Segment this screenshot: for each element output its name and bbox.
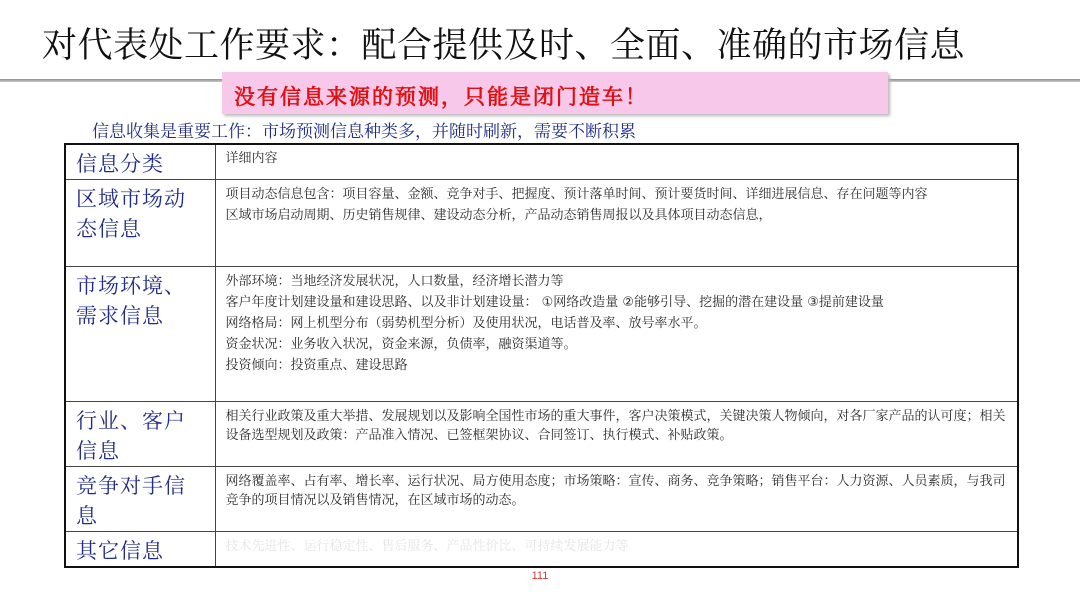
detail-line: 资金状况：业务收入状况，资金来源，负债率，融资渠道等。 xyxy=(225,337,577,352)
row-category: 竞争对手信息 xyxy=(65,467,215,532)
table-header-row xyxy=(65,144,1018,180)
detail-line: 区域市场启动周期、历史销售规律、建设动态分析，产品动态销售周报以及具体项目动态信息， xyxy=(225,208,772,223)
table-row xyxy=(65,402,1018,467)
row-category: 其它信息 xyxy=(65,532,215,568)
banner-box xyxy=(222,72,888,114)
row-category: 市场环境、需求信息 xyxy=(65,267,215,402)
table-row xyxy=(65,467,1018,532)
detail-line: 技术先进性、运行稳定性、售后服务、产品性价比、可持续发展能力等 xyxy=(225,539,629,554)
row-category: 区域市场动态信息 xyxy=(65,180,215,267)
row-detail xyxy=(215,402,1018,467)
table-row xyxy=(65,532,1018,568)
detail-line: 网络覆盖率、占有率、增长率、运行状况、局方使用态度；市场策略：宣传、商务、竞争策略；销售平台：人力资源、人员素质，与我司竞争的项目情况以及销售情况，在区域市场的动态。 xyxy=(225,474,1006,508)
info-table xyxy=(64,143,1019,568)
detail-line: 项目动态信息包含：项目容量、金额、竞争对手、把握度、预计落单时间、预计要货时间、详细进展信息、存在问题等内容 xyxy=(225,187,928,202)
row-detail xyxy=(215,267,1018,402)
header-category: 信息分类 xyxy=(65,144,215,180)
detail-line: 外部环境：当地经济发展状况，人口数量，经济增长潜力等 xyxy=(225,274,564,289)
row-detail xyxy=(215,467,1018,532)
detail-line: 网络格局：网上机型分布（弱势机型分析）及使用状况，电话普及率、放号率水平。 xyxy=(225,316,707,331)
detail-line: 相关行业政策及重大举措、发展规划以及影响全国性市场的重大事件，客户决策模式，关键决策人物倾向，对各厂家产品的认可度；相关设备选型规划及政策：产品准入情况、已签框架协议、合同签订、执行模式、补贴政策。 xyxy=(225,409,1006,443)
detail-line: 投资倾向：投资重点、建设思路 xyxy=(225,358,408,373)
row-detail xyxy=(215,180,1018,267)
table-row xyxy=(65,267,1018,402)
banner-text: 没有信息来源的预测，只能是闭门造车！ xyxy=(234,84,648,109)
detail-line: 客户年度计划建设量和建设思路、以及非计划建设量： ①网络改造量 ②能够引导、挖掘的潜在建设量 ③提前建设量 xyxy=(225,295,884,310)
row-category: 行业、客户信息 xyxy=(65,402,215,467)
page-title: 对代表处工作要求：配合提供及时、全面、准确的市场信息 xyxy=(42,26,966,66)
header-detail: 详细内容 xyxy=(215,144,1018,180)
table-row xyxy=(65,180,1018,267)
page-number: 111 xyxy=(531,570,549,582)
subtitle: 信息收集是重要工作：市场预测信息种类多，并随时刷新，需要不断积累 xyxy=(92,122,636,142)
row-detail xyxy=(215,532,1018,568)
